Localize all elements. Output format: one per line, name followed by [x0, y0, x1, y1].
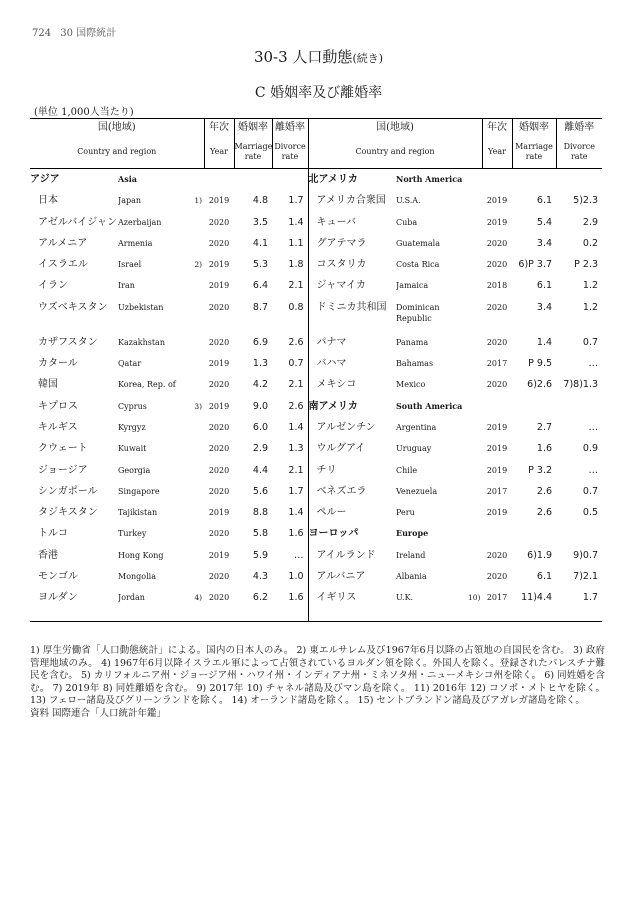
note-ref [190, 545, 204, 566]
divorce-rate: 1.4 [288, 507, 304, 519]
table-row [30, 353, 602, 374]
country-name-ja: キルギス [38, 421, 78, 433]
divorce-rate: 0.7 [288, 358, 304, 370]
divorce-rate: … [588, 464, 599, 476]
divorce-rate: 2.6 [288, 400, 304, 412]
divorce-rate: 2.1 [288, 379, 304, 391]
country-name-en: Dominican Republic [396, 302, 440, 323]
divorce-rate: 1.4 [288, 421, 304, 433]
country-name-en: Uzbekistan [118, 302, 164, 312]
country-name-en: Mongolia [118, 572, 156, 582]
country-name-en: South America [396, 400, 463, 411]
country-name-ja: 日本 [38, 195, 58, 207]
table-row [30, 523, 602, 544]
year-cell: 2019 [208, 401, 230, 411]
year-cell: 2020 [208, 572, 230, 582]
year-cell: 2019 [208, 281, 230, 291]
marriage-rate [512, 396, 556, 417]
note-ref [468, 417, 482, 438]
page-number: 724 [32, 28, 52, 39]
year-cell: 2019 [486, 444, 508, 454]
note-ref [468, 481, 482, 502]
country-name-en: Hong Kong [118, 550, 164, 560]
rates-table [30, 118, 602, 622]
note-ref [468, 332, 482, 353]
note-ref [190, 233, 204, 254]
divorce-rate: 0.2 [582, 237, 599, 249]
year-cell: 2020 [208, 529, 230, 539]
year-cell: 2019 [208, 260, 230, 270]
divorce-rate: 0.8 [288, 301, 304, 313]
divorce-rate: 2.6 [288, 336, 304, 348]
note-ref [468, 374, 482, 395]
year-cell: 2017 [486, 359, 508, 369]
note-ref [190, 353, 204, 374]
col-marriage-ja: 婚姻率 [512, 119, 556, 137]
table-row [30, 460, 602, 481]
year-cell: 2017 [486, 486, 508, 496]
marriage-rate: 4.1 [252, 237, 269, 249]
country-name-en: Turkey [118, 529, 147, 539]
divorce-rate: 1.7 [288, 195, 304, 207]
country-name-en: Peru [396, 508, 415, 518]
page-header [32, 24, 122, 39]
table-row [30, 275, 602, 296]
note-ref [190, 212, 204, 233]
table-row [30, 481, 602, 502]
country-name-en: Asia [118, 174, 137, 184]
divorce-rate [556, 523, 602, 544]
marriage-rate: 1.3 [252, 358, 269, 370]
note-ref [468, 169, 482, 191]
table-row [30, 587, 602, 622]
divorce-rate: … [294, 549, 304, 561]
country-name-ja: イラン [38, 280, 68, 292]
country-name-ja: ベネズエラ [308, 481, 396, 502]
title-text: 30-3 人口動態 [253, 48, 353, 66]
divorce-rate: 0.5 [582, 507, 599, 519]
country-name-en: Japan [118, 196, 142, 206]
marriage-rate: 5.9 [252, 549, 269, 561]
marriage-rate: 6)2.6 [527, 379, 553, 391]
country-name-ja: 南アメリカ [308, 396, 396, 417]
note-ref: 10) [468, 587, 482, 622]
country-name-en: Cuba [396, 217, 418, 227]
country-name-ja: アジア [30, 174, 60, 185]
country-name-en: Venezuela [396, 486, 438, 496]
country-name-ja: チリ [308, 460, 396, 481]
title-continued: (続き) [352, 52, 384, 65]
divorce-rate: 2.1 [288, 280, 304, 292]
footnotes [30, 645, 605, 720]
country-name-ja: ヨルダン [30, 587, 118, 622]
marriage-rate: 6)1.9 [527, 549, 553, 561]
note-ref [468, 523, 482, 544]
year-cell: 2019 [486, 508, 508, 518]
country-name-ja: ウルグアイ [308, 438, 396, 459]
note-ref [190, 566, 204, 587]
country-name-ja: アゼルバイジャン [38, 216, 117, 228]
country-name-en: Korea, Rep. of [118, 380, 176, 390]
note-ref [468, 254, 482, 275]
country-name-ja: アルバニア [308, 566, 396, 587]
year-cell: 2019 [486, 465, 508, 475]
divorce-rate: P 2.3 [574, 259, 599, 271]
marriage-rate: 5.4 [536, 216, 553, 228]
year-cell: 2019 [486, 217, 508, 227]
country-name-ja: ウズベキスタン [38, 301, 108, 313]
marriage-rate: 6.1 [536, 571, 553, 583]
country-name-en: Cyprus [118, 401, 147, 411]
col-year-en: Year [204, 136, 234, 169]
country-name-en: Georgia [118, 465, 151, 475]
country-name-ja: グアテマラ [308, 233, 396, 254]
marriage-rate: 2.9 [252, 443, 269, 455]
footnote-text: 1) 厚生労働省「人口動態統計」による。国内の日本人のみ。 2) 東エルサレム及び1967年6月以降の占領地の自国民を含む。 3) 政府管理地域のみ。 4) 1967年6月以降イスラエル軍によって占領されているヨルダン領を除く。外国人を除く。登録されたパレスチナ難民を含む。 5) カリフォルニア州・ジョージア州・ハワイ州・インディアナ州・ミネソタ州・ニューメキシコ州を除く。 6) 同姓婚を含む。 7) 2019年 8) 同姓離婚を含む。 9) 2017年 10) チャネル諸島及びマン島を除く。 11) 2016年 12) コソボ・メトヒヤを除く。 13) フェロー諸島及びグリーンランドを除く。 14) オーランド諸島を除く。 15) セントブランドン諸島及びアガレガ諸島を除く。 [30, 645, 605, 706]
marriage-rate: 6.4 [252, 280, 269, 292]
marriage-rate: 6.0 [252, 421, 269, 433]
col-country-en: Country and region [30, 136, 204, 169]
divorce-rate [556, 396, 602, 417]
divorce-rate: 2.9 [582, 216, 599, 228]
note-ref [468, 502, 482, 523]
country-name-ja: トルコ [38, 528, 68, 540]
marriage-rate: 5.6 [252, 485, 269, 497]
col-divorce-en: Divorce rate [556, 136, 602, 169]
marriage-rate: 1.4 [536, 336, 553, 348]
marriage-rate: 8.8 [252, 507, 269, 519]
col-marriage-en: Marriage rate [512, 136, 556, 169]
country-name-ja: カザフスタン [38, 336, 98, 348]
divorce-rate: 1.7 [288, 485, 304, 497]
country-name-en: Argentina [396, 422, 437, 432]
divorce-rate: 1.6 [288, 528, 304, 540]
year-cell: 2019 [208, 359, 230, 369]
divorce-rate: 0.7 [582, 485, 599, 497]
marriage-rate: 11)4.4 [512, 587, 556, 622]
country-name-en: Chile [396, 465, 418, 475]
note-ref [468, 438, 482, 459]
country-name-ja: 北アメリカ [308, 169, 396, 191]
col-divorce-en: Divorce rate [272, 136, 308, 169]
year-cell: 2019 [208, 196, 230, 206]
country-name-ja: ドミニカ共和国 [308, 297, 396, 332]
country-name-ja: コスタリカ [308, 254, 396, 275]
table-row [30, 396, 602, 417]
col-country-ja: 国(地域) [30, 119, 204, 137]
year-cell: 2020 [208, 337, 230, 347]
note-ref [468, 396, 482, 417]
marriage-rate: P 3.2 [528, 464, 553, 476]
table-row [30, 212, 602, 233]
divorce-rate: … [588, 421, 599, 433]
country-name-en: Armenia [118, 238, 153, 248]
country-name-ja: パナマ [308, 332, 396, 353]
col-divorce-ja: 離婚率 [556, 119, 602, 137]
country-name-ja: カタール [38, 358, 78, 370]
note-ref [190, 332, 204, 353]
marriage-rate: 3.4 [536, 301, 553, 313]
country-name-ja: キューバ [308, 212, 396, 233]
country-name-en: Jamaica [396, 281, 429, 291]
year-cell [482, 523, 512, 544]
divorce-rate: 7)8)1.3 [563, 379, 599, 391]
country-name-en: Guatemala [396, 238, 440, 248]
year-cell: 2020 [208, 238, 230, 248]
section-title: C 婚姻率及び離婚率 [254, 85, 383, 101]
divorce-rate: 1.2 [582, 280, 599, 292]
table-row [30, 417, 602, 438]
note-ref [190, 374, 204, 395]
marriage-rate: 4.3 [252, 571, 269, 583]
col-year-ja: 年次 [482, 119, 512, 137]
country-name-en: Bahamas [396, 359, 434, 369]
marriage-rate: 4.4 [252, 464, 269, 476]
marriage-rate: 4.8 [252, 195, 269, 207]
note-ref [190, 523, 204, 544]
table-row [30, 566, 602, 587]
col-marriage-ja: 婚姻率 [234, 119, 272, 137]
country-name-ja: 韓国 [38, 379, 58, 391]
note-ref: 2) [194, 260, 203, 270]
country-name-ja: キプロス [38, 400, 78, 412]
year-cell: 2019 [486, 422, 508, 432]
divorce-rate: 1.8 [288, 259, 304, 271]
col-year-ja: 年次 [204, 119, 234, 137]
year-cell: 2020 [208, 486, 230, 496]
country-name-ja: ジャマイカ [308, 275, 396, 296]
marriage-rate: 2.6 [536, 507, 553, 519]
year-cell [482, 169, 512, 191]
divorce-rate: … [588, 358, 599, 370]
col-country-ja: 国(地域) [308, 119, 482, 137]
country-name-en: Israel [118, 260, 142, 270]
col-country-en: Country and region [308, 136, 482, 169]
divorce-rate [272, 169, 308, 191]
marriage-rate: P 9.5 [528, 358, 553, 370]
country-name-en: Uruguay [396, 444, 432, 454]
page-title [0, 46, 637, 67]
year-cell: 2020 [204, 587, 234, 622]
country-name-en: Mexico [396, 380, 426, 390]
country-name-en: Panama [396, 337, 429, 347]
table-row [30, 502, 602, 523]
country-name-en: U.K. [396, 587, 468, 622]
table-row [30, 374, 602, 395]
note-ref [190, 297, 204, 332]
country-name-ja: ジョージア [38, 464, 88, 476]
marriage-rate: 6.1 [536, 280, 553, 292]
note-ref [468, 233, 482, 254]
divorce-rate: 1.4 [288, 216, 304, 228]
marriage-rate: 4.2 [252, 379, 269, 391]
country-name-ja: クウェート [38, 443, 88, 455]
country-name-en: Kazakhstan [118, 337, 165, 347]
table-row [30, 254, 602, 275]
divorce-rate: 5)2.3 [573, 195, 599, 207]
year-cell: 2020 [486, 572, 508, 582]
year-cell: 2020 [486, 337, 508, 347]
marriage-rate: 3.4 [536, 237, 553, 249]
marriage-rate [512, 523, 556, 544]
year-cell: 2020 [208, 422, 230, 432]
table-row [30, 545, 602, 566]
note-ref [190, 502, 204, 523]
country-name-ja: ヨーロッパ [308, 523, 396, 544]
marriage-rate: 6.1 [536, 195, 553, 207]
divorce-rate: 1.3 [288, 443, 304, 455]
year-cell: 2019 [208, 508, 230, 518]
note-ref: 4) [190, 587, 204, 622]
note-ref [190, 481, 204, 502]
divorce-rate: 1.6 [272, 587, 308, 622]
country-name-en: Costa Rica [396, 260, 440, 270]
note-ref [468, 275, 482, 296]
note-ref [468, 566, 482, 587]
marriage-rate: 6.9 [252, 336, 269, 348]
note-ref [468, 212, 482, 233]
divorce-rate: 2.1 [288, 464, 304, 476]
table-row [30, 297, 602, 332]
country-name-en: Jordan [118, 587, 190, 622]
table-row [30, 169, 602, 191]
source-text: 資料 国際連合「人口統計年鑑」 [30, 707, 167, 719]
year-cell: 2020 [208, 380, 230, 390]
note-ref [190, 460, 204, 481]
country-name-ja: 香港 [38, 549, 58, 561]
year-cell: 2020 [486, 260, 508, 270]
year-cell: 2020 [208, 465, 230, 475]
divorce-rate: 0.7 [582, 336, 599, 348]
marriage-rate: 3.5 [252, 216, 269, 228]
country-name-ja: アイルランド [308, 545, 396, 566]
year-cell: 2020 [208, 302, 230, 312]
divorce-rate: 0.9 [582, 443, 599, 455]
note-ref [468, 460, 482, 481]
col-marriage-en: Marriage rate [234, 136, 272, 169]
note-ref: 3) [194, 401, 203, 411]
country-name-en: Kyrgyz [118, 422, 146, 432]
year-cell [204, 169, 234, 191]
marriage-rate: 6)P 3.7 [518, 259, 553, 271]
marriage-rate: 8.7 [252, 301, 269, 313]
year-cell: 2020 [486, 550, 508, 560]
country-name-ja: モンゴル [38, 571, 78, 583]
chapter-label: 30 国際統計 [60, 28, 117, 39]
country-name-en: Singapore [118, 486, 160, 496]
divorce-rate [556, 169, 602, 191]
country-name-ja: イギリス [308, 587, 396, 622]
country-name-ja: タジキスタン [38, 507, 98, 519]
country-name-ja: アルゼンチン [308, 417, 396, 438]
country-name-en: Kuwait [118, 444, 147, 454]
year-cell [482, 396, 512, 417]
divorce-rate: 1.2 [582, 301, 599, 313]
table-row [30, 190, 602, 211]
note-ref [468, 190, 482, 211]
marriage-rate: 6.2 [234, 587, 272, 622]
table-row [30, 233, 602, 254]
col-year-en: Year [482, 136, 512, 169]
marriage-rate: 5.3 [252, 259, 269, 271]
note-ref [190, 275, 204, 296]
marriage-rate [234, 169, 272, 191]
country-name-en: Ireland [396, 550, 426, 560]
country-name-ja: シンガポール [38, 485, 98, 497]
note-ref [190, 438, 204, 459]
note-ref [468, 297, 482, 332]
country-name-en: North America [396, 174, 463, 184]
year-cell: 2020 [486, 302, 508, 312]
marriage-rate [512, 169, 556, 191]
divorce-rate: 1.7 [556, 587, 602, 622]
note-ref [468, 545, 482, 566]
marriage-rate: 2.6 [536, 485, 553, 497]
divorce-rate: 9)0.7 [573, 549, 599, 561]
col-divorce-ja: 離婚率 [272, 119, 308, 137]
marriage-rate: 9.0 [252, 400, 269, 412]
unit-label: (単位 1,000人当たり) [34, 107, 134, 118]
year-cell: 2019 [208, 550, 230, 560]
country-name-en: Iran [118, 281, 135, 291]
note-ref [468, 353, 482, 374]
year-cell: 2018 [486, 281, 508, 291]
year-cell: 2020 [208, 217, 230, 227]
table-row [30, 438, 602, 459]
country-name-ja: ペルー [308, 502, 396, 523]
country-name-en: Albania [396, 572, 427, 582]
country-name-ja: メキシコ [308, 374, 396, 395]
country-name-en: Tajikistan [118, 508, 158, 518]
marriage-rate: 1.6 [536, 443, 553, 455]
note-ref [190, 169, 204, 191]
country-name-ja: アルメニア [38, 237, 88, 249]
year-cell: 2019 [486, 196, 508, 206]
country-name-en: U.S.A. [396, 196, 421, 206]
country-name-ja: バハマ [308, 353, 396, 374]
country-name-ja: アメリカ合衆国 [308, 190, 396, 211]
country-name-ja: イスラエル [38, 259, 88, 271]
year-cell: 2020 [486, 238, 508, 248]
note-ref [190, 417, 204, 438]
marriage-rate: 2.7 [536, 421, 553, 433]
marriage-rate: 5.8 [252, 528, 269, 540]
country-name-en: Azerbaijan [118, 217, 162, 227]
divorce-rate: 7)2.1 [573, 571, 599, 583]
divorce-rate: 1.1 [288, 237, 304, 249]
country-name-en: Qatar [118, 359, 142, 369]
divorce-rate: 1.0 [288, 571, 304, 583]
year-cell: 2017 [482, 587, 512, 622]
table-row [30, 332, 602, 353]
note-ref: 1) [194, 196, 203, 206]
country-name-en: Europe [396, 528, 429, 539]
year-cell: 2020 [208, 444, 230, 454]
year-cell: 2020 [486, 380, 508, 390]
